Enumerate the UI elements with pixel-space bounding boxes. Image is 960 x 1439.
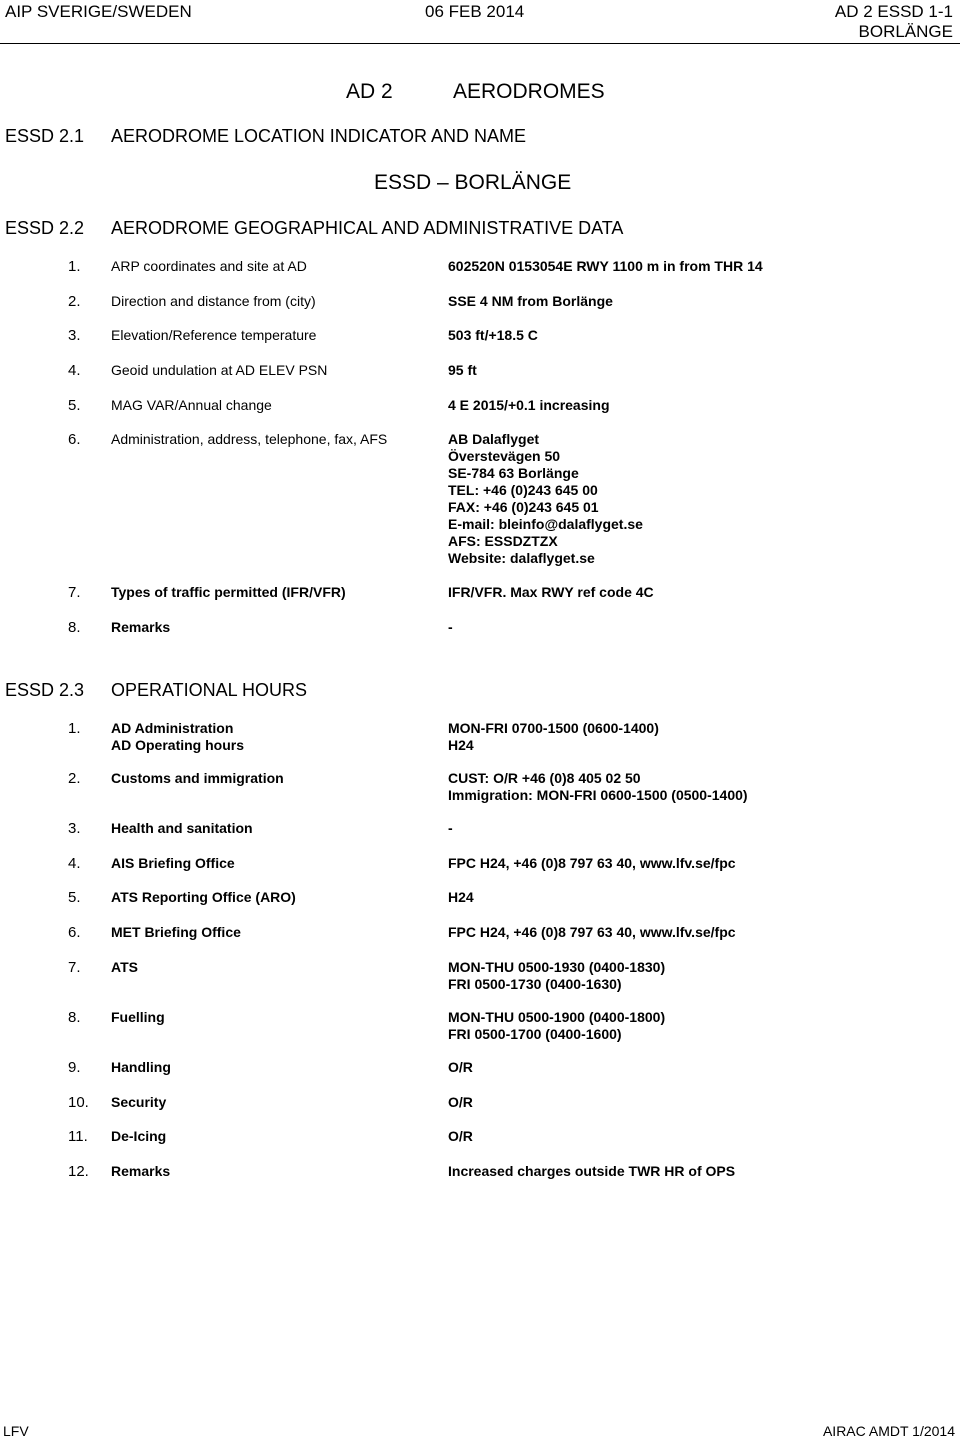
row-number: 8. xyxy=(68,1009,81,1026)
row-value xyxy=(448,720,659,754)
row-number: 2. xyxy=(68,770,81,787)
aerodrome-name-title: ESSD – BORLÄNGE xyxy=(374,171,572,194)
row-number: 4. xyxy=(68,855,81,872)
row-number: 7. xyxy=(68,959,81,976)
row-value: O/R xyxy=(448,1128,473,1144)
row-number: 10. xyxy=(68,1094,89,1111)
row-number: 6. xyxy=(68,431,81,448)
row-value: FPC H24, +46 (0)8 797 63 40, www.lfv.se/fpc xyxy=(448,855,736,871)
value-line: MON-THU 0500-1900 (0400-1800) xyxy=(448,1009,666,1025)
row-value: 95 ft xyxy=(448,362,477,378)
row-number: 12. xyxy=(68,1163,89,1180)
section-2-3-title: OPERATIONAL HOURS xyxy=(111,680,308,700)
header-aerodrome-name: BORLÄNGE xyxy=(858,22,953,41)
row-label: MET Briefing Office xyxy=(111,924,241,940)
row-value: 602520N 0153054E RWY 1100 m in from THR 14 xyxy=(448,258,763,274)
header-date: 06 FEB 2014 xyxy=(425,2,525,21)
row-label: AIS Briefing Office xyxy=(111,855,235,871)
row-label: Elevation/Reference temperature xyxy=(111,327,317,343)
row-value: FPC H24, +46 (0)8 797 63 40, www.lfv.se/fpc xyxy=(448,924,736,940)
row-value: O/R xyxy=(448,1059,473,1075)
section-2-1-title: AERODROME LOCATION INDICATOR AND NAME xyxy=(111,126,527,146)
row-label: ARP coordinates and site at AD xyxy=(111,258,307,274)
row-label: Geoid undulation at AD ELEV PSN xyxy=(111,362,328,378)
row-number: 8. xyxy=(68,619,81,636)
value-line: FRI 0500-1730 (0400-1630) xyxy=(448,976,622,992)
row-label: Fuelling xyxy=(111,1009,165,1025)
row-value xyxy=(448,770,748,804)
row-label: Administration, address, telephone, fax, AFS xyxy=(111,431,388,447)
row-value xyxy=(448,1009,665,1043)
admin-line: Website: dalaflyget.se xyxy=(448,550,595,566)
row-number: 4. xyxy=(68,362,81,379)
row-number: 1. xyxy=(68,258,81,275)
header-left: AIP SVERIGE/SWEDEN xyxy=(5,2,192,21)
row-value: - xyxy=(448,619,453,635)
row-label: Remarks xyxy=(111,1163,171,1179)
row-value: Increased charges outside TWR HR of OPS xyxy=(448,1163,736,1179)
footer-amendment: AIRAC AMDT 1/2014 xyxy=(822,1423,955,1439)
row-value: 4 E 2015/+0.1 increasing xyxy=(448,397,610,413)
admin-line: AFS: ESSDZTZX xyxy=(448,533,558,549)
row-value: IFR/VFR. Max RWY ref code 4C xyxy=(448,584,654,600)
row-number: 2. xyxy=(68,293,81,310)
row-value xyxy=(448,959,665,993)
header-rule xyxy=(0,43,960,44)
row-label xyxy=(111,720,244,754)
row-number: 9. xyxy=(68,1059,81,1076)
value-line: H24 xyxy=(448,737,474,753)
row-number: 5. xyxy=(68,397,81,414)
row-value: - xyxy=(448,820,453,836)
row-label: De-Icing xyxy=(111,1128,167,1144)
admin-line: FAX: +46 (0)243 645 01 xyxy=(448,499,599,515)
value-line: MON-FRI 0700-1500 (0600-1400) xyxy=(448,720,659,736)
header-page-id: AD 2 ESSD 1-1 xyxy=(834,2,953,21)
value-line: MON-THU 0500-1930 (0400-1830) xyxy=(448,959,666,975)
row-value: SSE 4 NM from Borlänge xyxy=(448,293,613,309)
row-number: 11. xyxy=(68,1128,88,1145)
row-label: Types of traffic permitted (IFR/VFR) xyxy=(111,584,346,600)
admin-line: AB Dalaflyget xyxy=(448,431,540,447)
section-2-2-number: ESSD 2.2 xyxy=(5,218,85,238)
row-value: H24 xyxy=(448,889,474,905)
row-number: 5. xyxy=(68,889,81,906)
row-label: MAG VAR/Annual change xyxy=(111,397,272,413)
row-label: Security xyxy=(111,1094,167,1110)
admin-line: TEL: +46 (0)243 645 00 xyxy=(448,482,598,498)
row-label: Remarks xyxy=(111,619,171,635)
footer-left: LFV xyxy=(3,1423,29,1439)
admin-line: E-mail: bleinfo@dalaflyget.se xyxy=(448,516,643,532)
row-label: ATS Reporting Office (ARO) xyxy=(111,889,296,905)
value-line: FRI 0500-1700 (0400-1600) xyxy=(448,1026,622,1042)
row-label: Customs and immigration xyxy=(111,770,284,786)
section-2-3-number: ESSD 2.3 xyxy=(5,680,85,700)
row-number: 6. xyxy=(68,924,81,941)
row-number: 3. xyxy=(68,820,81,837)
admin-address-block xyxy=(448,431,643,567)
row-label: Health and sanitation xyxy=(111,820,253,836)
part-number: AD 2 xyxy=(346,80,393,103)
row-label: Handling xyxy=(111,1059,171,1075)
admin-line: SE-784 63 Borlänge xyxy=(448,465,579,481)
value-line: Immigration: MON-FRI 0600-1500 (0500-1400) xyxy=(448,787,748,803)
section-2-2-title: AERODROME GEOGRAPHICAL AND ADMINISTRATIVE DATA xyxy=(111,218,624,238)
part-title: AERODROMES xyxy=(453,80,605,103)
label-line: AD Operating hours xyxy=(111,737,245,753)
row-value: O/R xyxy=(448,1094,473,1110)
row-number: 7. xyxy=(68,584,81,601)
section-2-1-number: ESSD 2.1 xyxy=(5,126,85,146)
row-number: 3. xyxy=(68,327,81,344)
label-line: AD Administration xyxy=(111,720,234,736)
row-label: ATS xyxy=(111,959,138,975)
admin-line: Överstevägen 50 xyxy=(448,448,561,464)
row-label: Direction and distance from (city) xyxy=(111,293,316,309)
row-number: 1. xyxy=(68,720,81,737)
row-value: 503 ft/+18.5 C xyxy=(448,327,538,343)
value-line: CUST: O/R +46 (0)8 405 02 50 xyxy=(448,770,641,786)
